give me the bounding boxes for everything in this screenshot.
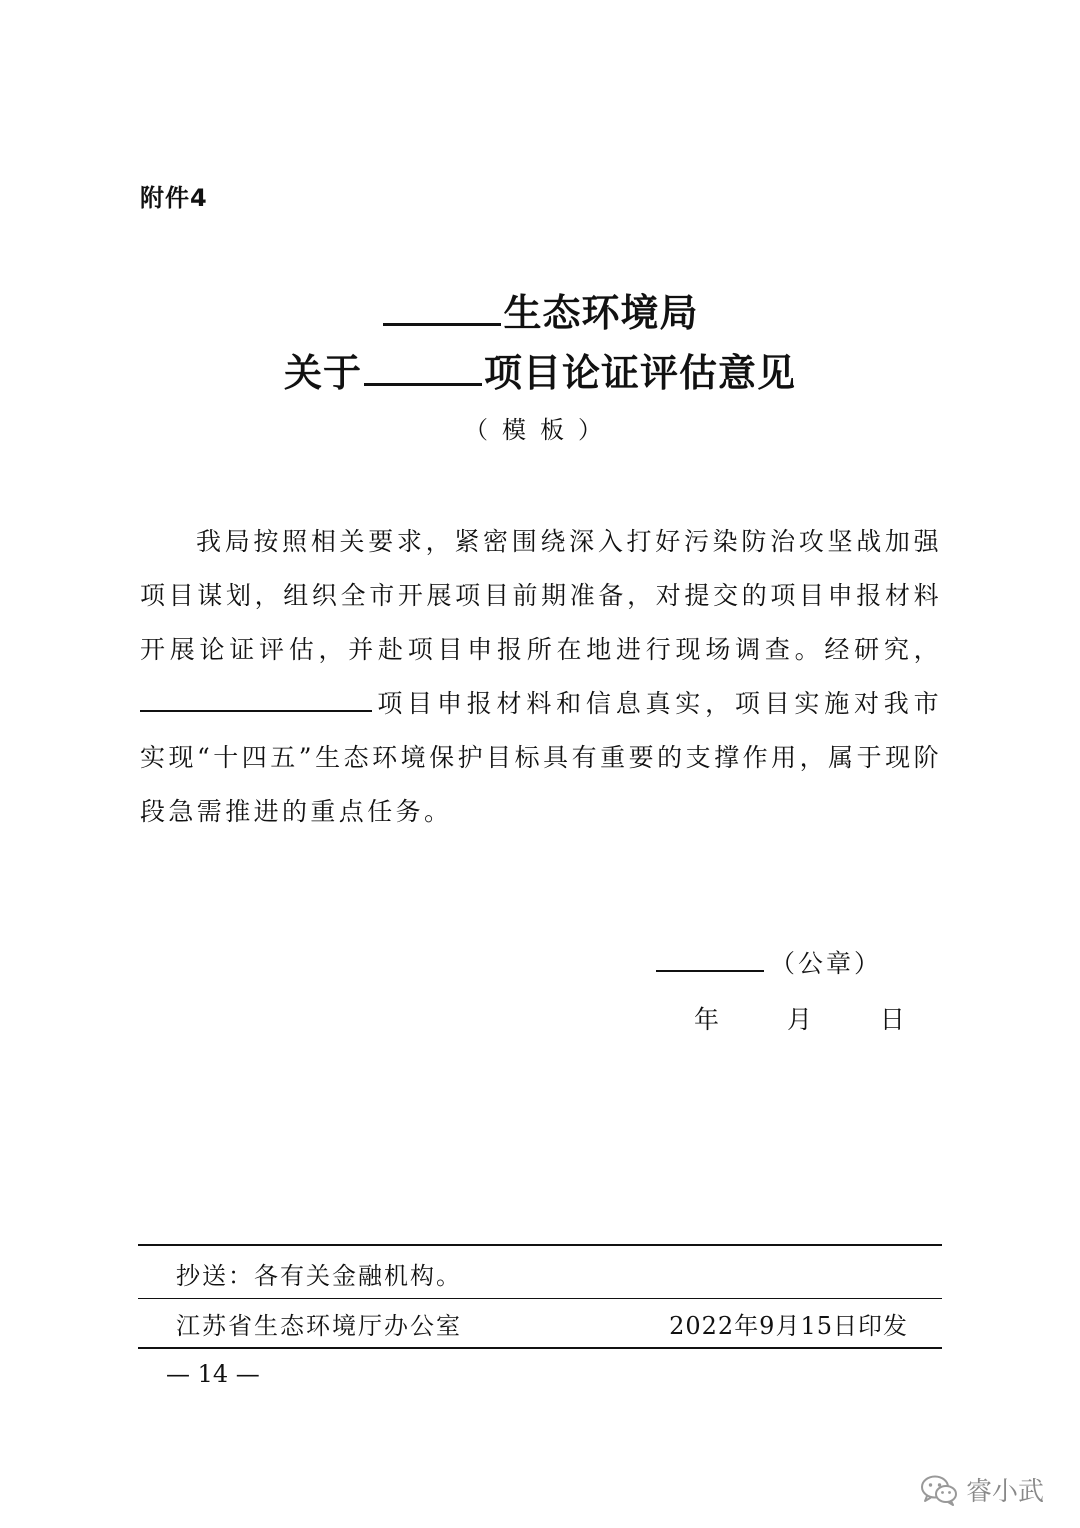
seal-line bbox=[656, 944, 882, 980]
cc-line: 抄送：各有关金融机构。 bbox=[176, 1262, 462, 1290]
title-blank-bureau bbox=[383, 293, 501, 326]
title-line2-prefix: 关于 bbox=[283, 351, 362, 395]
paragraph-part-1: 我局按照相关要求，紧密围绕深入打好污染防治攻坚战加强项目谋划，组织全市开展项目前期准备，对提交的项目申报材料开展论证评估，并赴项目申报所在地进行现场调查。经研究， bbox=[140, 527, 942, 664]
page-number: — 14 — bbox=[166, 1360, 260, 1388]
footer-rule-bottom bbox=[138, 1347, 942, 1349]
title-line-1 bbox=[0, 282, 1080, 337]
watermark bbox=[920, 1471, 1044, 1508]
issue-date: 2022年9月15日印发 bbox=[669, 1312, 908, 1340]
paragraph-part-2: 项目申报材料和信息真实，项目实施对我市实现“十四五”生态环境保护目标具有重要的支撑作用，属于现阶段急需推进的重点任务。 bbox=[140, 689, 942, 826]
issuer: 江苏省生态环境厅办公室 bbox=[176, 1312, 462, 1340]
title-line-2 bbox=[0, 342, 1080, 397]
template-note: （模板） bbox=[464, 416, 616, 444]
body-blank-project-name bbox=[140, 688, 372, 712]
seal-blank bbox=[656, 948, 764, 972]
title-line1-suffix: 生态环境局 bbox=[503, 291, 699, 335]
wechat-icon bbox=[920, 1474, 958, 1506]
seal-label: （公章） bbox=[770, 949, 883, 978]
date-placeholder: 年 月 日 bbox=[694, 1005, 935, 1034]
watermark-account-name: 睿小武 bbox=[965, 1477, 1044, 1507]
body-paragraph bbox=[140, 515, 942, 839]
attachment-label: 附件4 bbox=[140, 184, 208, 212]
footer-rule-top bbox=[138, 1244, 942, 1246]
title-blank-project bbox=[364, 353, 482, 386]
footer-rule-middle bbox=[138, 1298, 942, 1299]
title-line2-suffix: 项目论证评估意见 bbox=[484, 351, 797, 395]
